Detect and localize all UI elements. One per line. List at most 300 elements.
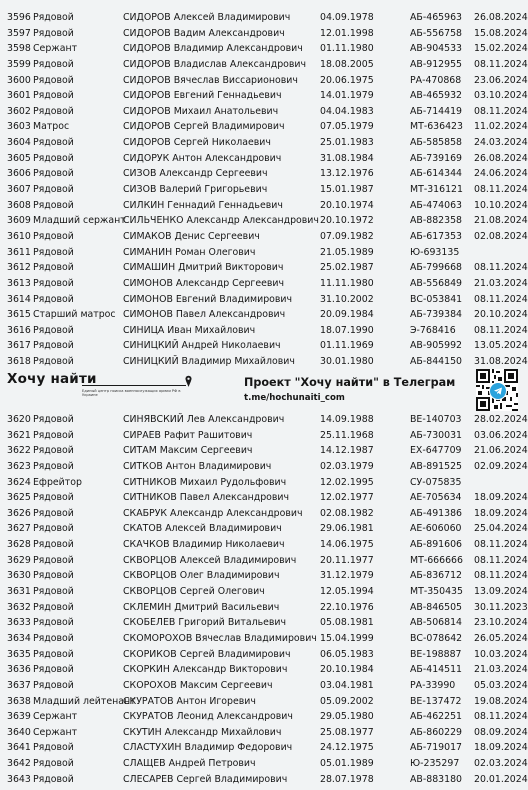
table-row — [0, 354, 526, 370]
table-row — [0, 412, 526, 428]
project-link[interactable]: t.me/hochunaiti_com — [244, 393, 345, 403]
table-row — [0, 553, 526, 569]
record-number: 3601 — [7, 90, 31, 102]
table-row — [0, 568, 526, 584]
record-number: 3626 — [7, 507, 31, 519]
full-name: СЛАСТУХИН Владимир Федорович — [123, 742, 293, 754]
document-number: АБ-556758 — [410, 27, 463, 39]
record-number: 3627 — [7, 523, 31, 535]
rank: Рядовой — [33, 414, 74, 425]
record-date: 30.11.2023 — [474, 601, 528, 613]
record-number: 3630 — [7, 570, 31, 582]
table-row — [0, 662, 526, 678]
full-name: СИДОРОВ Сергей Владимирович — [123, 121, 285, 133]
full-name: СКОРОХОВ Максим Сергеевич — [123, 679, 273, 691]
table-row — [0, 26, 526, 42]
casualty-table-bottom — [0, 412, 526, 787]
document-number: АВ-846505 — [410, 601, 463, 613]
full-name: СИТНИКОВ Павел Александрович — [123, 492, 290, 504]
record-date: 31.08.2024 — [474, 356, 528, 368]
rank: Матрос — [33, 121, 70, 133]
record-number: 3615 — [7, 309, 31, 321]
birth-date: 14.09.1988 — [320, 414, 374, 425]
rank: Рядовой — [33, 90, 74, 102]
record-date: 26.08.2024 — [474, 12, 528, 23]
document-number: АБ-614344 — [410, 168, 463, 180]
birth-date: 25.08.1977 — [320, 726, 374, 738]
record-date: 13.09.2024 — [474, 586, 528, 598]
document-number: АБ-891606 — [410, 539, 463, 551]
birth-date: 28.07.1978 — [320, 773, 374, 785]
rank: Рядовой — [33, 184, 74, 196]
birth-date: 20.06.1975 — [320, 74, 374, 86]
record-number: 3629 — [7, 554, 31, 566]
record-date: 18.09.2024 — [474, 492, 528, 504]
record-number: 3621 — [7, 429, 31, 441]
rank: Рядовой — [33, 648, 74, 660]
record-date: 25.04.2024 — [474, 523, 528, 535]
rank: Рядовой — [33, 460, 74, 472]
document-number: АБ-585858 — [410, 137, 463, 149]
record-number: 3641 — [7, 742, 31, 754]
record-date: 28.02.2024 — [474, 414, 528, 425]
table-row — [0, 490, 526, 506]
rank: Рядовой — [33, 262, 74, 274]
rank: Рядовой — [33, 773, 74, 785]
full-name: СИМАКОВ Денис Сергеевич — [123, 230, 260, 242]
birth-date: 14.12.1987 — [320, 445, 374, 457]
table-row — [0, 678, 526, 694]
full-name: СКОРКИН Александр Викторович — [123, 664, 288, 676]
table-row — [0, 756, 526, 772]
rank: Рядовой — [33, 507, 74, 519]
table-row — [0, 119, 526, 135]
record-number: 3603 — [7, 121, 31, 133]
rank: Рядовой — [33, 246, 74, 258]
birth-date: 13.12.1976 — [320, 168, 374, 180]
full-name: СИДОРОВ Владимир Александрович — [123, 43, 303, 55]
document-number: АЕ-705634 — [410, 492, 462, 504]
record-date: 23.10.2024 — [474, 617, 528, 629]
birth-date: 11.11.1980 — [320, 277, 374, 289]
document-number: АБ-414511 — [410, 664, 463, 676]
table-row — [0, 772, 526, 788]
record-date: 08.11.2024 — [474, 184, 528, 196]
birth-date: 15.01.1987 — [320, 184, 374, 196]
record-date: 08.11.2024 — [474, 324, 528, 336]
full-name: СИМОНОВ Павел Александрович — [123, 309, 286, 321]
record-number: 3632 — [7, 601, 31, 613]
birth-date: 20.11.1977 — [320, 554, 374, 566]
record-number: 3635 — [7, 648, 31, 660]
birth-date: 29.06.1981 — [320, 523, 374, 535]
birth-date: 12.02.1977 — [320, 492, 374, 504]
record-date: 08.11.2024 — [474, 711, 528, 723]
full-name: СИНИЦА Иван Михайлович — [123, 324, 256, 336]
record-date: 11.02.2024 — [474, 121, 528, 133]
document-number: АБ-462251 — [410, 711, 463, 723]
birth-date: 21.05.1989 — [320, 246, 374, 258]
rank: Рядовой — [33, 523, 74, 535]
rank: Рядовой — [33, 356, 74, 368]
birth-date: 12.01.1998 — [320, 27, 374, 39]
record-number: 3625 — [7, 492, 31, 504]
birth-date: 20.10.1974 — [320, 199, 374, 211]
full-name: СИЛЬЧЕНКО Александр Александрович — [123, 215, 319, 227]
document-number: МТ-666666 — [410, 554, 463, 566]
full-name: СИНИЦКИЙ Андрей Николаевич — [123, 340, 281, 352]
document-number: АБ-474063 — [410, 199, 463, 211]
document-number: РА-470868 — [410, 74, 462, 86]
record-date: 15.08.2024 — [474, 27, 528, 39]
document-number: Ю-693135 — [410, 246, 460, 258]
document-number: СУ-075835 — [410, 476, 462, 488]
record-date: 26.08.2024 — [474, 152, 528, 164]
full-name: СИДОРОВ Вадим Александрович — [123, 27, 285, 39]
birth-date: 25.02.1987 — [320, 262, 374, 274]
record-date: 08.11.2024 — [474, 293, 528, 305]
document-number: МТ-350435 — [410, 586, 463, 598]
birth-date: 02.03.1979 — [320, 460, 374, 472]
rank: Ефрейтор — [33, 476, 82, 488]
record-number: 3624 — [7, 476, 31, 488]
record-date: 18.09.2024 — [474, 507, 528, 519]
rank: Рядовой — [33, 554, 74, 566]
full-name: СКАТОВ Алексей Владимирович — [123, 523, 282, 535]
record-date: 08.11.2024 — [474, 539, 528, 551]
document-number: АВ-891525 — [410, 460, 463, 472]
record-date: 08.09.2024 — [474, 726, 528, 738]
birth-date: 01.11.1980 — [320, 43, 374, 55]
birth-date: 20.10.1984 — [320, 664, 374, 676]
rank: Сержант — [33, 726, 78, 738]
document-number: АВ-882358 — [410, 215, 463, 227]
document-number: АЕ-606060 — [410, 523, 462, 535]
record-number: 3617 — [7, 340, 31, 352]
full-name: СИТАМ Максим Сергеевич — [123, 445, 253, 457]
full-name: СИНИЦКИЙ Владимир Михайлович — [123, 356, 295, 368]
full-name: СИДОРОВ Михаил Анатольевич — [123, 105, 279, 117]
record-number: 3614 — [7, 293, 31, 305]
document-number: АБ-739384 — [410, 309, 463, 321]
telegram-icon[interactable] — [489, 382, 507, 400]
document-number: АБ-465963 — [410, 12, 463, 23]
document-number: ВЕ-198887 — [410, 648, 462, 660]
rank: Рядовой — [33, 293, 74, 305]
document-number: ЕХ-647709 — [410, 445, 462, 457]
record-number: 3606 — [7, 168, 31, 180]
project-banner — [0, 369, 526, 413]
rank: Младший лейтенант — [33, 695, 136, 707]
table-row — [0, 506, 526, 522]
birth-date: 14.01.1979 — [320, 90, 374, 102]
record-number: 3611 — [7, 246, 31, 258]
table-row — [0, 104, 526, 120]
full-name: СИМОНОВ Александр Сергеевич — [123, 277, 285, 289]
birth-date: 25.11.1968 — [320, 429, 374, 441]
birth-date: 18.07.1990 — [320, 324, 374, 336]
table-row — [0, 647, 526, 663]
table-row — [0, 182, 526, 198]
record-date: 08.11.2024 — [474, 58, 528, 70]
rank: Рядовой — [33, 539, 74, 551]
birth-date: 06.05.1983 — [320, 648, 374, 660]
birth-date: 03.04.1981 — [320, 679, 374, 691]
table-row — [0, 459, 526, 475]
document-number: АБ-730031 — [410, 429, 463, 441]
record-date: 02.08.2024 — [474, 230, 528, 242]
document-number: ВЕ-137472 — [410, 695, 462, 707]
full-name: СИЗОВ Валерий Григорьевич — [123, 184, 268, 196]
rank: Младший сержант — [33, 215, 126, 227]
full-name: СКОРИКОВ Сергей Владимирович — [123, 648, 291, 660]
record-date: 19.08.2024 — [474, 695, 528, 707]
record-date: 03.06.2024 — [474, 429, 528, 441]
full-name: СИТКОВ Антон Владимирович — [123, 460, 272, 472]
birth-date: 31.12.1979 — [320, 570, 374, 582]
table-row — [0, 151, 526, 167]
birth-date: 24.12.1975 — [320, 742, 374, 754]
record-number: 3596 — [7, 12, 31, 23]
table-row — [0, 88, 526, 104]
record-number: 3637 — [7, 679, 31, 691]
rank: Рядовой — [33, 679, 74, 691]
full-name: СИРАЕВ Рафит Рашитович — [123, 429, 253, 441]
rank: Рядовой — [33, 570, 74, 582]
rank: Рядовой — [33, 445, 74, 457]
full-name: СКАЧКОВ Владимир Николаевич — [123, 539, 285, 551]
document-number: АВ-506814 — [410, 617, 463, 629]
document-number: АБ-714419 — [410, 105, 463, 117]
record-number: 3605 — [7, 152, 31, 164]
record-number: 3616 — [7, 324, 31, 336]
logo-text: Хочу найти — [7, 371, 97, 387]
document-number: ВЕ-140703 — [410, 414, 462, 425]
record-date: 18.09.2024 — [474, 742, 528, 754]
table-row — [0, 276, 526, 292]
full-name: СИДОРОВ Алексей Владимирович — [123, 12, 291, 23]
record-number: 3597 — [7, 27, 31, 39]
rank: Рядовой — [33, 199, 74, 211]
birth-date: 18.08.2005 — [320, 58, 374, 70]
rank: Рядовой — [33, 664, 74, 676]
record-date: 03.10.2024 — [474, 90, 528, 102]
rank: Рядовой — [33, 601, 74, 613]
table-row — [0, 245, 526, 261]
full-name: СЛАЩЕВ Андрей Петрович — [123, 758, 256, 770]
record-number: 3640 — [7, 726, 31, 738]
record-date: 08.11.2024 — [474, 554, 528, 566]
birth-date: 14.06.1975 — [320, 539, 374, 551]
table-row — [0, 584, 526, 600]
birth-date: 30.01.1980 — [320, 356, 374, 368]
table-row — [0, 57, 526, 73]
rank: Рядовой — [33, 324, 74, 336]
birth-date: 05.09.2002 — [320, 695, 374, 707]
full-name: СИЗОВ Александр Сергеевич — [123, 168, 268, 180]
birth-date: 20.09.1984 — [320, 309, 374, 321]
record-date: 13.05.2024 — [474, 340, 528, 352]
full-name: СКУРАТОВ Антон Игоревич — [123, 695, 256, 707]
full-name: СИТНИКОВ Михаил Рудольфович — [123, 476, 287, 488]
rank: Рядовой — [33, 105, 74, 117]
rank: Сержант — [33, 43, 78, 55]
birth-date: 12.05.1994 — [320, 586, 374, 598]
full-name: СКУТИН Александр Михайлович — [123, 726, 282, 738]
full-name: СИДОРУК Антон Александрович — [123, 152, 282, 164]
full-name: СЛЕСАРЕВ Сергей Владимирович — [123, 773, 288, 785]
rank: Рядовой — [33, 74, 74, 86]
rank: Рядовой — [33, 137, 74, 149]
document-number: АВ-904533 — [410, 43, 463, 55]
record-date: 21.03.2024 — [474, 664, 528, 676]
table-row — [0, 41, 526, 57]
table-row — [0, 198, 526, 214]
record-number: 3600 — [7, 74, 31, 86]
logo-subtitle: Единый центр поиска военнослужащих армии РФ в Украине — [82, 389, 181, 398]
record-date: 02.09.2024 — [474, 460, 528, 472]
record-date: 20.01.2024 — [474, 773, 528, 785]
record-date: 08.11.2024 — [474, 262, 528, 274]
rank: Рядовой — [33, 758, 74, 770]
rank: Старший матрос — [33, 309, 116, 321]
rank: Рядовой — [33, 492, 74, 504]
document-number: АБ-799668 — [410, 262, 463, 274]
record-number: 3642 — [7, 758, 31, 770]
record-date: 21.03.2024 — [474, 277, 528, 289]
birth-date: 01.11.1969 — [320, 340, 374, 352]
table-row — [0, 10, 526, 26]
rank: Рядовой — [33, 429, 74, 441]
full-name: СИДОРОВ Сергей Николаевич — [123, 137, 271, 149]
full-name: СКВОРЦОВ Сергей Олегович — [123, 586, 265, 598]
record-date: 21.06.2024 — [474, 445, 528, 457]
full-name: СИДОРОВ Владислав Александрович — [123, 58, 307, 70]
rank: Рядовой — [33, 340, 74, 352]
document-number: АВ-883180 — [410, 773, 463, 785]
rank: Сержант — [33, 711, 78, 723]
rank: Рядовой — [33, 230, 74, 242]
record-number: 3628 — [7, 539, 31, 551]
full-name: СКЛЕМИН Дмитрий Васильевич — [123, 601, 280, 613]
record-number: 3631 — [7, 586, 31, 598]
casualty-table-top — [0, 10, 526, 370]
record-date: 10.03.2024 — [474, 648, 528, 660]
rank: Рядовой — [33, 27, 74, 39]
record-date: 24.03.2024 — [474, 137, 528, 149]
birth-date: 15.04.1999 — [320, 632, 374, 644]
full-name: СКВОРЦОВ Алексей Владимирович — [123, 554, 297, 566]
document-number: Э-768416 — [410, 324, 456, 336]
record-number: 3609 — [7, 215, 31, 227]
birth-date: 07.05.1979 — [320, 121, 374, 133]
table-row — [0, 428, 526, 444]
birth-date: 22.10.1976 — [320, 601, 374, 613]
rank: Рядовой — [33, 168, 74, 180]
table-row — [0, 740, 526, 756]
record-date: 26.05.2024 — [474, 632, 528, 644]
full-name: СИНЯВСКИЙ Лев Александрович — [123, 414, 285, 425]
record-date: 08.11.2024 — [474, 105, 528, 117]
record-date: 21.08.2024 — [474, 215, 528, 227]
full-name: СИДОРОВ Вячеслав Виссарионович — [123, 74, 298, 86]
document-number: ВС-053841 — [410, 293, 463, 305]
record-number: 3618 — [7, 356, 31, 368]
record-number: 3613 — [7, 277, 31, 289]
birth-date: 12.02.1995 — [320, 476, 374, 488]
record-date: 23.06.2024 — [474, 74, 528, 86]
table-row — [0, 307, 526, 323]
record-number: 3607 — [7, 184, 31, 196]
rank: Рядовой — [33, 12, 74, 23]
table-row — [0, 443, 526, 459]
table-row — [0, 338, 526, 354]
full-name: СКУРАТОВ Леонид Александрович — [123, 711, 293, 723]
document-number: АБ-719017 — [410, 742, 463, 754]
rank: Рядовой — [33, 58, 74, 70]
table-row — [0, 709, 526, 725]
birth-date: 31.08.1984 — [320, 152, 374, 164]
record-number: 3608 — [7, 199, 31, 211]
birth-date: 04.09.1978 — [320, 12, 374, 23]
table-row — [0, 166, 526, 182]
document-number: АБ-739169 — [410, 152, 463, 164]
table-row — [0, 725, 526, 741]
table-row — [0, 213, 526, 229]
table-row — [0, 260, 526, 276]
document-number: АБ-617353 — [410, 230, 463, 242]
record-number: 3636 — [7, 664, 31, 676]
document-number: ВС-078642 — [410, 632, 463, 644]
birth-date: 31.10.2002 — [320, 293, 374, 305]
table-row — [0, 73, 526, 89]
full-name: СКВОРЦОВ Олег Владимирович — [123, 570, 280, 582]
location-pin-icon — [184, 375, 193, 387]
document-number: МТ-636423 — [410, 121, 463, 133]
record-number: 3620 — [7, 414, 31, 425]
record-date: 15.02.2024 — [474, 43, 528, 55]
document-number: АБ-844150 — [410, 356, 463, 368]
table-row — [0, 229, 526, 245]
table-row — [0, 475, 526, 491]
full-name: СИМАНИН Роман Олегович — [123, 246, 256, 258]
document-number: АВ-905992 — [410, 340, 463, 352]
table-row — [0, 694, 526, 710]
rank: Рядовой — [33, 742, 74, 754]
birth-date: 20.10.1972 — [320, 215, 374, 227]
record-date: 10.10.2024 — [474, 199, 528, 211]
document-number: АВ-465932 — [410, 90, 463, 102]
document-number: МТ-316121 — [410, 184, 463, 196]
record-date: 02.03.2024 — [474, 758, 528, 770]
record-number: 3599 — [7, 58, 31, 70]
record-number: 3610 — [7, 230, 31, 242]
record-number: 3612 — [7, 262, 31, 274]
rank: Рядовой — [33, 277, 74, 289]
project-title: Проект "Хочу найти" в Телеграм — [244, 376, 456, 389]
rank: Рядовой — [33, 632, 74, 644]
table-row — [0, 323, 526, 339]
table-row — [0, 292, 526, 308]
document-number: АВ-912955 — [410, 58, 463, 70]
rank: Рядовой — [33, 617, 74, 629]
record-number: 3623 — [7, 460, 31, 472]
full-name: СКАБРУК Александр Александрович — [123, 507, 303, 519]
record-number: 3638 — [7, 695, 31, 707]
record-date: 08.11.2024 — [474, 570, 528, 582]
record-number: 3633 — [7, 617, 31, 629]
document-number: АБ-836712 — [410, 570, 463, 582]
